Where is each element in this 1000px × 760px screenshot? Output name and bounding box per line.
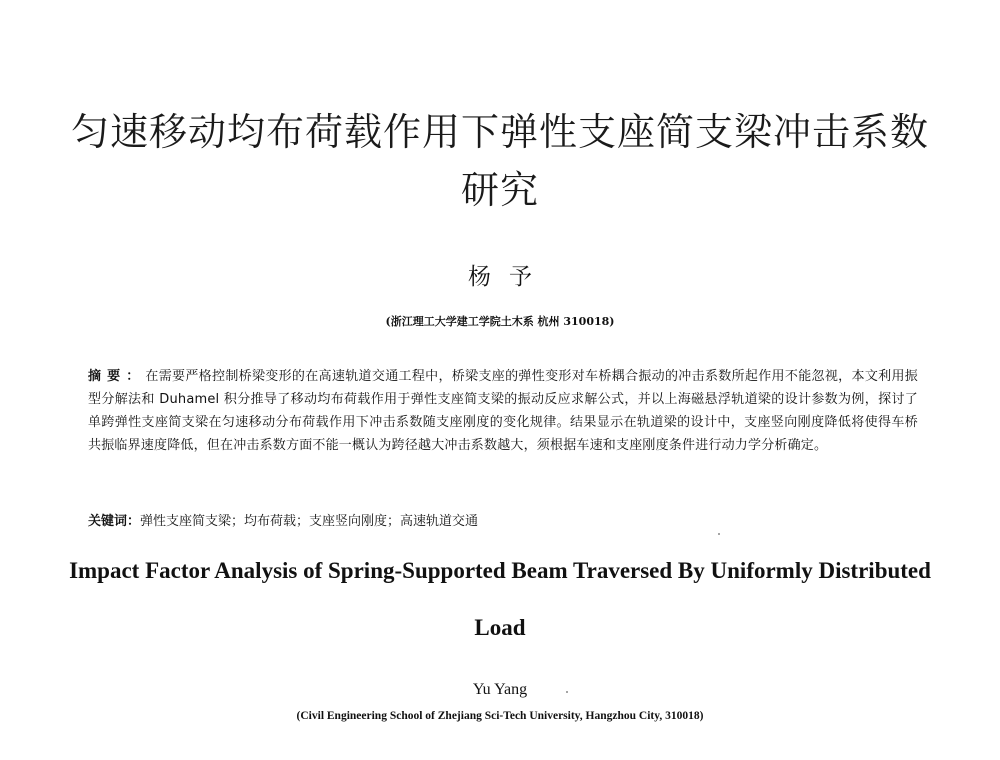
- scan-speck: [566, 691, 568, 693]
- chinese-keywords: [88, 512, 918, 532]
- scan-speck: [718, 533, 720, 535]
- chinese-abstract: [88, 365, 918, 457]
- abstract-label: 摘要：: [88, 369, 146, 384]
- english-affiliation: (Civil Engineering School of Zhejiang Sci-Tech University, Hangzhou City, 310018): [296, 710, 704, 722]
- chinese-author: 杨予: [468, 264, 550, 290]
- keywords-label: 关键词：: [88, 514, 141, 529]
- abstract-text: 在需要严格控制桥梁变形的在高速轨道交通工程中，桥梁支座的弹性变形对车桥耦合振动的冲击系数所起作用不能忽视，本文利用振型分解法和 Duhamel 积分推导了移动均布荷载作用于弹性支座简支梁的振动反应求解公式，并以上海磁悬浮轨道梁的设计参数为例，探讨了单跨弹性支座简支梁在匀速移动分布荷载作用下冲击系数随支座刚度的变化规律。结果显示在轨道梁的设计中，支座竖向刚度降低将使得车桥共振临界速度降低，但在冲击系数方面不能一概认为跨径越大冲击系数越大，须根据车速和支座刚度条件进行动力学分析确定。: [88, 369, 918, 453]
- english-title: Impact Factor Analysis of Spring-Supported Beam Traversed By Uniformly Distributed Load: [69, 558, 931, 640]
- keywords-text: 弹性支座简支梁；均布荷载；支座竖向刚度；高速轨道交通: [140, 514, 479, 529]
- chinese-title: 匀速移动均布荷载作用下弹性支座简支梁冲击系数研究: [70, 110, 929, 212]
- chinese-affiliation: (浙江理工大学建工学院土木系 杭州 310018): [385, 315, 615, 328]
- english-author: Yu Yang: [472, 681, 528, 698]
